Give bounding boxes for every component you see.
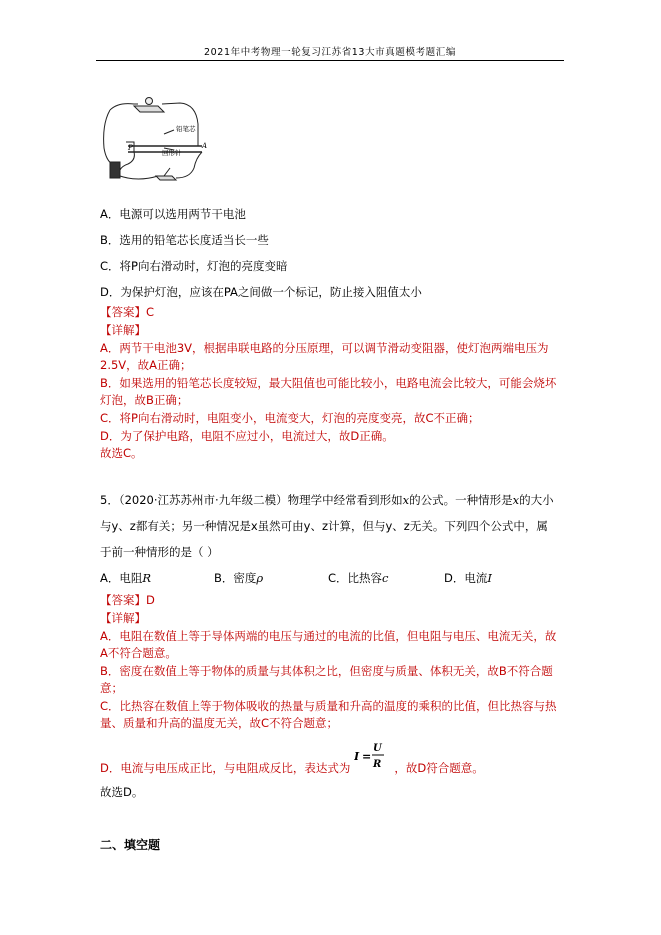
- q5-detail-line: A．电阻在数值上等于导体两端的电压与通过的电流的比值，但电阻与电压、电流无关，故: [100, 629, 557, 643]
- label-pencil-lead: 铅笔芯: [176, 125, 196, 133]
- q5-var-x: x: [402, 493, 410, 507]
- q5-detail-line: C．比热容在数值上等于物体吸收的热量与质量和升高的温度的乘积的比值，但比热容与热: [100, 699, 557, 713]
- section-title: 二、填空题: [100, 838, 161, 852]
- circuit-figure: [98, 94, 218, 186]
- q4-detail-line: 灯泡，故B正确；: [100, 393, 189, 407]
- q4-detail-line: D．为了保护电路，电阻不应过小，电流过大，故D正确。: [100, 429, 394, 443]
- q5-option-d: D．电流I: [444, 571, 492, 585]
- formula-u: U: [373, 743, 382, 754]
- q5-option-a: A．电阻R: [100, 571, 152, 585]
- q4-option-c: C．将P向右滑动时，灯泡的亮度变暗: [100, 259, 288, 273]
- q4-option-a: A．电源可以选用两节干电池: [100, 207, 246, 221]
- q5-stem-text: 的大小: [519, 493, 554, 507]
- label-paper-clip: 回形针: [162, 149, 182, 157]
- q5-detail-line: B．密度在数值上等于物体的质量与其体积之比，但密度与质量、体积无关，故B不符合题: [100, 664, 553, 678]
- q5-detail-line: A不符合题意。: [100, 646, 177, 660]
- q5-option-b: B．密度ρ: [214, 571, 264, 585]
- q5-stem-line-2: 与y、z都有关；另一种情况是x虽然可由y、z计算，但与y、z无关。下列四个公式中，属: [100, 519, 548, 533]
- label-point-p: P: [128, 144, 133, 152]
- q5-detail-d: D．电流与电压成正比，与电阻成反比，表达式为 ，故D符合题意。: [100, 761, 484, 775]
- q4-detail-line: 2.5V，故A正确；: [100, 358, 192, 372]
- q5-stem-line-3: 于前一种情形的是（ ）: [100, 545, 219, 559]
- q5-var-x: x: [512, 493, 520, 507]
- q5-stem-line-1: [100, 492, 554, 508]
- formula-r: R: [373, 759, 382, 770]
- q5-option-c: C．比热容c: [328, 571, 389, 585]
- q4-detail-line: B．如果选用的铅笔芯长度较短，最大阻值也可能比较小，电路电流会比较大，可能会烧坏: [100, 376, 557, 390]
- q4-detail-title: 【详解】: [100, 323, 146, 337]
- q5-conclusion: 故选D。: [100, 785, 144, 799]
- header-rule: [96, 60, 564, 61]
- formula-equals: =: [362, 750, 372, 763]
- q5-options: [100, 570, 492, 586]
- q4-option-b: B．选用的铅笔芯长度适当长一些: [100, 233, 269, 247]
- q4-option-d: D．为保护灯泡，应该在PA之间做一个标记，防止接入阻值太小: [100, 285, 422, 299]
- page-header: 2021年中考物理一轮复习江苏省13大市真题模考题汇编: [204, 47, 456, 58]
- q4-detail-line: A．两节干电池3V，根据串联电路的分压原理，可以调节滑动变阻器，使灯泡两端电压为: [100, 341, 549, 355]
- q4-detail-line: C．将P向右滑动时，电阻变小，电流变大，灯泡的亮度变亮，故C不正确；: [100, 411, 480, 425]
- q5-detail-title: 【详解】: [100, 611, 146, 625]
- q5-stem-text: 的公式。一种情形是: [409, 493, 513, 507]
- q4-answer: 【答案】C: [100, 305, 155, 319]
- q5-detail-line: 意；: [100, 681, 123, 695]
- label-point-a: A: [202, 142, 208, 150]
- q4-conclusion: 故选C。: [100, 446, 143, 460]
- formula-i: I: [354, 750, 360, 763]
- current-formula: [354, 740, 388, 774]
- q5-answer: 【答案】D: [100, 593, 155, 607]
- q5-detail-line: 量、质量和升高的温度无关，故C不符合题意；: [100, 716, 339, 730]
- q5-stem-text: 5．（2020·江苏苏州市·九年级二模）物理学中经常看到形如: [100, 493, 403, 507]
